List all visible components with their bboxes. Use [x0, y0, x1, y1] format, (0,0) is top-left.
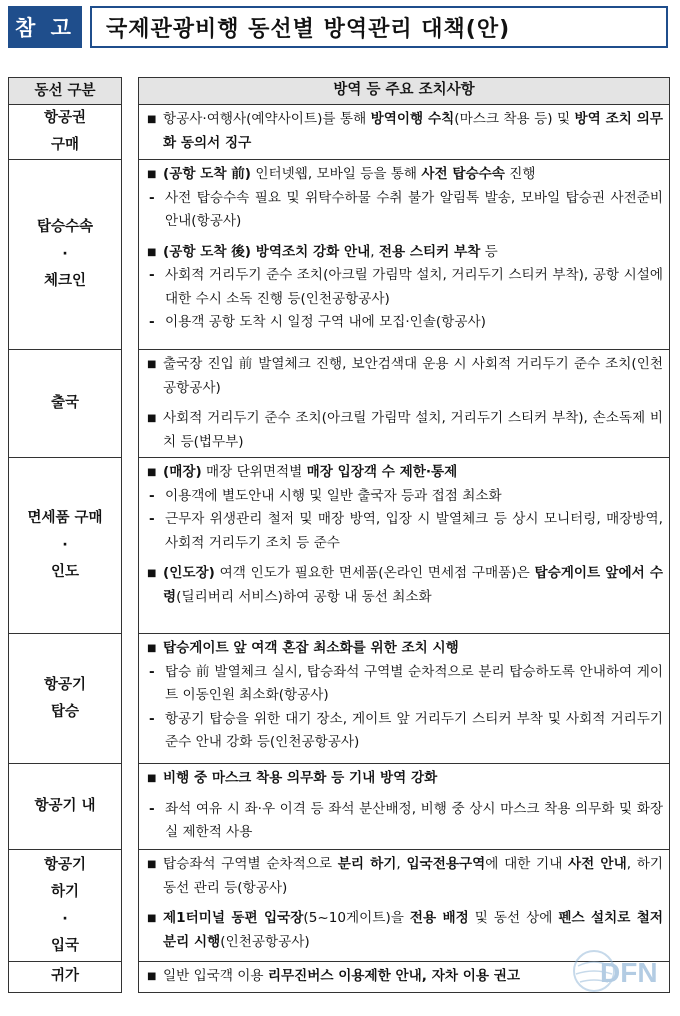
row-measures [138, 350, 670, 458]
row-measures [138, 160, 670, 350]
category-line: 항공기 내 [34, 798, 96, 814]
emphasis-text: 방역이행 수칙 [370, 111, 455, 127]
category-line: 면세품 구매 [27, 510, 103, 526]
category-line: 입국 [50, 937, 79, 954]
category-line: 출국 [50, 395, 79, 411]
dash-bullet-icon: - [149, 511, 155, 527]
body-text: 진행 [504, 166, 536, 182]
square-bullet-icon: ■ [147, 568, 157, 579]
measure-item [147, 353, 663, 400]
body-text: 여객 인도가 필요한 면세품(온라인 면세점 구매품)은 [214, 565, 535, 581]
body-text: 에 대한 기내 [485, 856, 569, 872]
emphasis-text: 펜스 설치로 철저 분리 시행 [163, 910, 664, 950]
category-line: · [62, 910, 68, 927]
emphasis-text: 분리 하기 [337, 856, 397, 872]
measure-item [147, 241, 663, 265]
emphasis-text: 탑승게이트 앞에서 수령 [163, 565, 663, 605]
measure-subitem [147, 485, 663, 509]
watermark-text: DFN [600, 957, 658, 988]
reference-badge: 참 고 [8, 6, 82, 48]
body-text: 매장 단위면적별 [201, 464, 307, 480]
table-row [8, 634, 670, 764]
dash-bullet-icon: - [149, 710, 155, 727]
body-text: , [396, 856, 407, 872]
measure-subitem [147, 311, 663, 335]
row-category [8, 350, 122, 458]
body-text: 이용객에 별도안내 시행 및 일반 출국자 등과 접점 최소화 [165, 487, 502, 504]
body-text: 사회적 거리두기 준수 조치(아크릴 가림막 설치, 거리두기 스티커 부착), 공항 시설에 대한 수시 소독 진행 등(인천공항공사) [165, 267, 663, 307]
body-text: 출국장 진입 前 발열체크 진행, 보안검색대 운용 시 사회적 거리두기 준수 조치(인천공항공사) [163, 356, 663, 396]
emphasis-text: (인도장) [163, 565, 215, 581]
body-text: 항공사·여행사(예약사이트)를 통해 [163, 111, 371, 127]
emphasis-text: 리무진버스 이용제한 안내, 자차 이용 권고 [267, 968, 520, 984]
category-line: 탑승수속 [36, 219, 94, 235]
body-text: 탑승좌석 구역별 순차적으로 [163, 856, 338, 872]
category-line: 체크인 [43, 273, 87, 289]
row-category [8, 634, 122, 764]
column-header-category: 동선 구분 [8, 77, 122, 105]
table-row [8, 458, 670, 634]
measures-table [8, 77, 670, 993]
row-measures [138, 105, 670, 160]
row-category [8, 850, 122, 962]
category-line: 구매 [50, 137, 79, 153]
measure-subitem [147, 661, 663, 708]
dash-bullet-icon: - [149, 267, 155, 283]
body-text: 근무자 위생관리 철저 및 매장 방역, 입장 시 발열체크 등 상시 모니터링, 매장방역, 사회적 거리두기 조치 등 준수 [165, 511, 663, 551]
measure-item [147, 407, 663, 454]
body-text: 좌석 여유 시 좌·우 이격 등 좌석 분산배정, 비행 중 상시 마스크 착용 의무화 및 화장실 제한적 사용 [165, 800, 663, 840]
body-text: 일반 입국객 이용 [163, 968, 268, 984]
measure-item [147, 562, 663, 609]
body-text: , 하기 동선 관리 등(항공사) [163, 856, 664, 896]
category-line: 탑승 [50, 703, 79, 720]
category-line: 항공기 [43, 856, 87, 873]
row-category [8, 764, 122, 850]
square-bullet-icon: ■ [147, 773, 157, 784]
page-title: 국제관광비행 동선별 방역관리 대책(안) [90, 6, 668, 48]
emphasis-text: 탑승게이트 앞 여객 혼잡 최소화를 위한 조치 시행 [163, 640, 459, 656]
measure-item [147, 461, 663, 485]
emphasis-text: 사전 안내 [568, 856, 627, 872]
emphasis-text: 전용 배정 [409, 910, 469, 926]
category-line: 항공기 [43, 676, 87, 693]
measure-subitem [147, 798, 663, 845]
dfn-watermark-logo [570, 944, 670, 998]
row-measures [138, 458, 670, 634]
category-line: · [62, 537, 68, 553]
column-header-measures: 방역 등 주요 조치사항 [138, 77, 670, 105]
category-line: 귀가 [50, 968, 79, 985]
square-bullet-icon: ■ [147, 467, 157, 478]
body-text: 이용객 공항 도착 시 일정 구역 내에 모집·인솔(항공사) [165, 314, 486, 330]
square-bullet-icon: ■ [147, 359, 157, 370]
measure-subitem [147, 708, 663, 755]
square-bullet-icon: ■ [147, 643, 157, 654]
row-category [8, 160, 122, 350]
dash-bullet-icon: - [149, 314, 155, 330]
table-row [8, 350, 670, 458]
category-line: 인도 [50, 564, 79, 580]
category-line: 항공권 [43, 110, 87, 126]
page-header [8, 6, 668, 48]
square-bullet-icon: ■ [147, 114, 157, 125]
table-row [8, 764, 670, 850]
emphasis-text: 제1터미널 동편 입국장 [163, 910, 304, 926]
table-header-row [8, 77, 670, 105]
dash-bullet-icon: - [149, 663, 155, 680]
row-category [8, 962, 122, 993]
body-text: 등 [480, 243, 498, 260]
body-text: 탑승 前 발열체크 실시, 탑승좌석 구역별 순차적으로 분리 탑승하도록 안내하여 게이트 이동인원 최소화(항공사) [165, 663, 663, 703]
body-text: (인천공항공사) [220, 933, 310, 950]
emphasis-text: 매장 입장객 수 제한·통제 [306, 464, 458, 480]
body-text: (마스크 착용 등) 및 [454, 111, 575, 127]
square-bullet-icon: ■ [147, 413, 157, 424]
square-bullet-icon: ■ [147, 246, 157, 258]
emphasis-text: (공항 도착 前) [163, 166, 252, 182]
emphasis-text: 전용 스티커 부착 [378, 243, 481, 260]
measure-subitem [147, 187, 663, 234]
row-category [8, 458, 122, 634]
emphasis-text: (매장) [163, 464, 202, 480]
emphasis-text: 입국전용구역 [406, 856, 486, 872]
dash-bullet-icon: - [149, 487, 155, 504]
body-text: (딜리버리 서비스)하여 공항 내 동선 최소화 [176, 588, 432, 605]
body-text: , [370, 243, 379, 260]
row-category [8, 105, 122, 160]
body-text: 항공기 탑승을 위한 대기 장소, 게이트 앞 거리두기 스티커 부착 및 사회적 거리두기 준수 안내 강화 등(인천공항공사) [165, 710, 663, 750]
body-text: 사회적 거리두기 준수 조치(아크릴 가림막 설치, 거리두기 스티커 부착), 손소독제 비치 등(법무부) [163, 410, 663, 450]
measure-item [147, 853, 663, 900]
measure-item [147, 637, 663, 661]
square-bullet-icon: ■ [147, 971, 157, 982]
measure-subitem [147, 508, 663, 555]
row-measures [138, 764, 670, 850]
square-bullet-icon: ■ [147, 859, 157, 870]
body-text: 인터넷웹, 모바일 등을 통해 [251, 166, 422, 182]
category-line: · [62, 246, 68, 262]
dash-bullet-icon: - [149, 800, 155, 817]
row-measures [138, 634, 670, 764]
body-text: 및 동선 상에 [468, 910, 559, 926]
measure-item [147, 767, 663, 791]
square-bullet-icon: ■ [147, 913, 157, 924]
emphasis-text: (공항 도착 後) 방역조치 강화 안내 [163, 243, 371, 260]
square-bullet-icon: ■ [147, 169, 157, 180]
measure-subitem [147, 264, 663, 311]
body-text: (5~10게이트)을 [303, 910, 410, 926]
emphasis-text: 사전 탑승수속 [421, 166, 505, 182]
measure-item [147, 163, 663, 187]
emphasis-text: 방역 조치 의무화 동의서 징구 [163, 111, 664, 151]
table-row [8, 160, 670, 350]
category-line: 하기 [50, 883, 79, 900]
emphasis-text: 비행 중 마스크 착용 의무화 등 기내 방역 강화 [163, 770, 438, 786]
dash-bullet-icon: - [149, 189, 155, 206]
body-text: 사전 탑승수속 필요 및 위탁수하물 수취 불가 알림톡 발송, 모바일 탑승권 사전준비 안내(항공사) [165, 189, 663, 229]
measure-item [147, 108, 663, 155]
table-row [8, 105, 670, 160]
